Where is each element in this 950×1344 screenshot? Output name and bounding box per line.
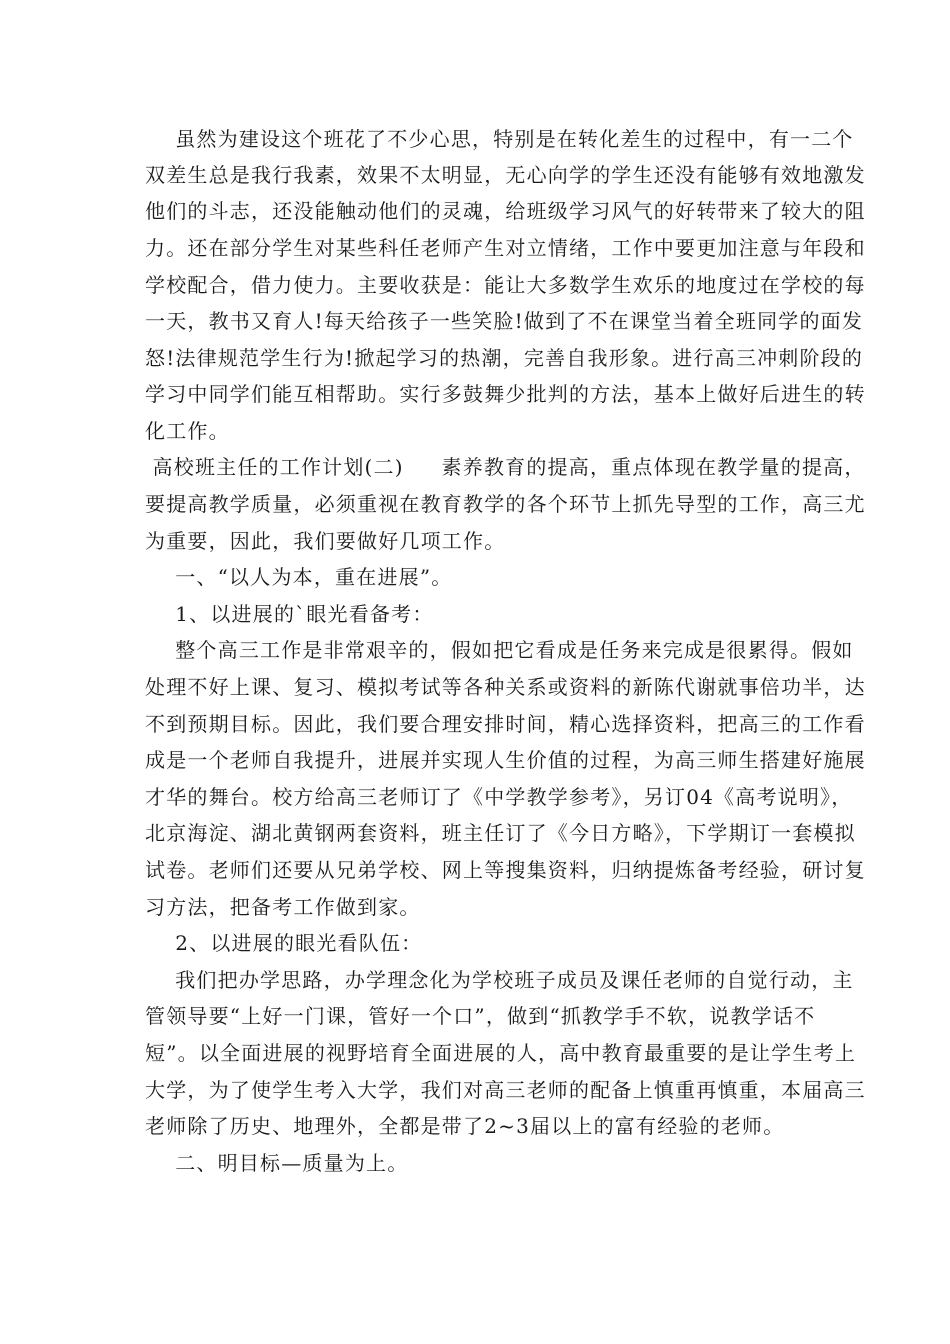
paragraph-line: 双差生总是我行我素，效果不太明显，无心向学的学生还没有能够有效地激发 (145, 163, 866, 187)
paragraph-line: 他们的斗志，还没能触动他们的灵魂，给班级学习风气的好转带来了较大的阻 (145, 199, 866, 223)
paragraph-line: 一天，教书又育人!每天给孩子一些笑脸!做到了不在课堂当着全班同学的面发 (145, 309, 864, 333)
heading-line: 一、“以人为本，重在进展”。 (145, 565, 453, 589)
heading-line: 二、明目标—质量为上。 (145, 1151, 409, 1175)
paragraph-line: 试卷。老师们还要从兄弟学校、网上等搜集资料，归纳提炼备考经验，研讨复 (145, 858, 866, 882)
heading-line: 2、以进展的眼光看队伍： (145, 931, 423, 955)
paragraph-line: 为重要，因此，我们要做好几项工作。 (145, 529, 506, 553)
paragraph-line: 我们把办学思路，办学理念化为学校班子成员及课任老师的自觉行动，主 (145, 968, 854, 992)
heading-line: 1、以进展的`眼光看备考： (145, 602, 434, 626)
paragraph-line: 大学，为了使学生考入大学，我们对高三老师的配备上慎重再慎重，本届高三 (145, 1078, 866, 1102)
paragraph-line: 才华的舞台。校方给高三老师订了《中学教学参考》，另订04《高考说明》， (145, 785, 853, 809)
paragraph-line: 短”。以全面进展的视野培育全面进展的人，高中教育最重要的是让学生考上 (145, 1041, 857, 1065)
paragraph-line: 处理不好上课、复习、模拟考试等各种关系或资料的新陈代谢就事倍功半，达 (145, 675, 866, 699)
paragraph-line: 学校配合，借力使力。主要收获是：能让大多数学生欢乐的地度过在学校的每 (145, 273, 866, 297)
paragraph-line: 习方法，把备考工作做到家。 (145, 895, 421, 919)
paragraph-line: 成是一个老师自我提升，进展并实现人生价值的过程，为高三师生搭建好施展 (145, 748, 866, 772)
paragraph-line: 老师除了历史、地理外，全都是带了2~3届以上的富有经验的老师。 (145, 1114, 785, 1138)
paragraph-line: 要提高教学质量，必须重视在教育教学的各个环节上抓先导型的工作，高三尤 (145, 492, 866, 516)
paragraph-line: 怒!法律规范学生行为!掀起学习的热潮，完善自我形象。进行高三冲刺阶段的 (145, 346, 864, 370)
section-heading-line: 高校班主任的工作计划(二) 素养教育的提高，重点体现在教学量的提高， (145, 455, 866, 479)
paragraph-line: 力。还在部分学生对某些科任老师产生对立情绪，工作中要更加注意与年段和 (145, 236, 866, 260)
paragraph-line: 整个高三工作是非常艰辛的，假如把它看成是任务来完成是很累得。假如 (145, 638, 854, 662)
paragraph-line: 管领导要“上好一门课，管好一个口”，做到“抓教学手不软，说教学话不 (145, 1004, 816, 1028)
paragraph-line: 化工作。 (145, 419, 230, 443)
paragraph-line: 北京海淀、湖北黄钢两套资料，班主任订了《今日方略》，下学期订一套模拟 (145, 821, 856, 845)
paragraph-line: 不到预期目标。因此，我们要合理安排时间，精心选择资料，把高三的工作看 (145, 712, 866, 736)
paragraph-line: 学习中同学们能互相帮助。实行多鼓舞少批判的方法，基本上做好后进生的转 (145, 382, 866, 406)
paragraph-line: 虽然为建设这个班花了不少心思，特别是在转化差生的过程中，有一二个 (145, 127, 854, 151)
